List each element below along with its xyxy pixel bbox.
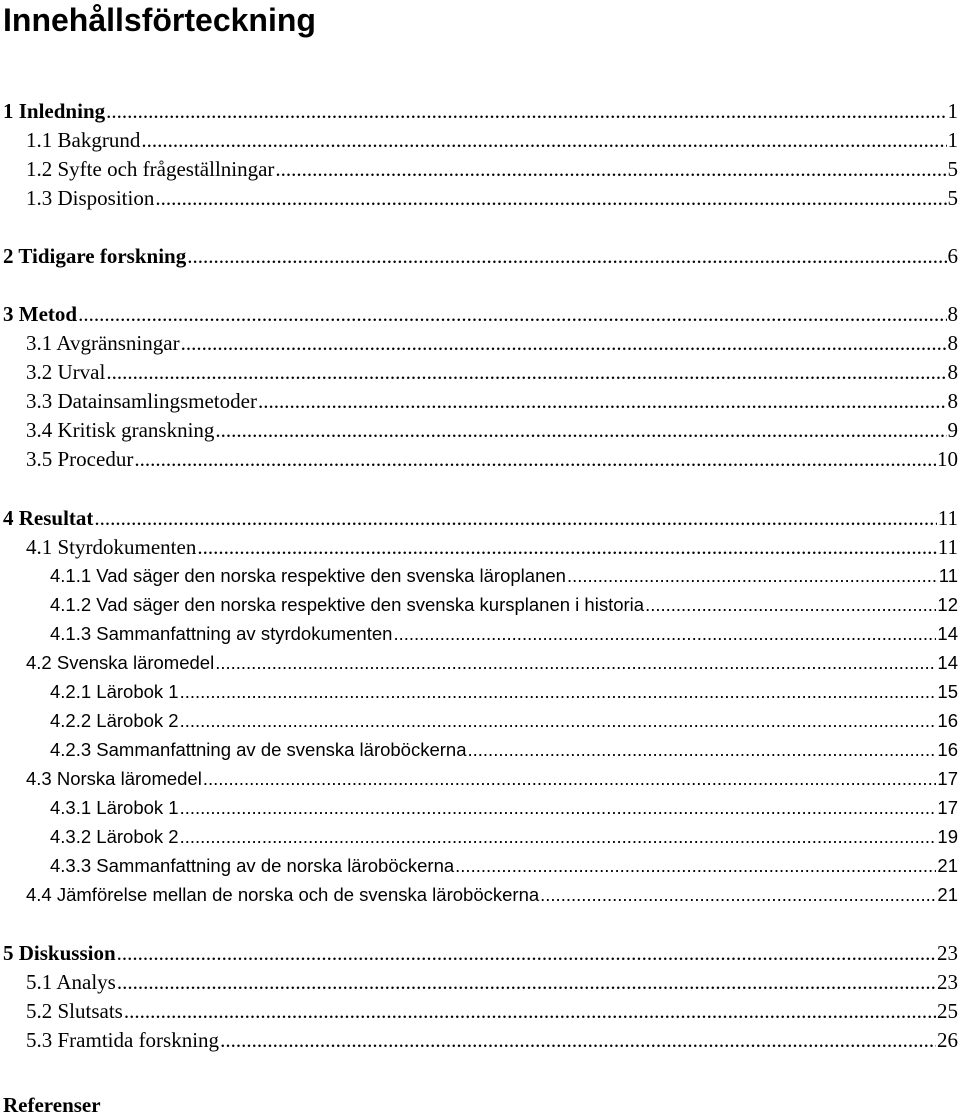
toc-page-number: 8 — [947, 302, 958, 326]
toc-page-number: 14 — [937, 652, 958, 673]
toc-entry-4-4[interactable] — [26, 881, 958, 909]
toc-dot-leader — [180, 794, 937, 822]
toc-dot-leader — [215, 416, 946, 444]
toc-dot-leader — [134, 445, 936, 473]
toc-entry-4-1-1[interactable] — [50, 562, 958, 590]
toc-entry-4-1-2[interactable] — [50, 591, 958, 619]
toc-entry-1-2[interactable] — [26, 155, 958, 183]
toc-page-number: 17 — [937, 797, 958, 818]
page-title: Innehållsförteckning — [3, 2, 316, 38]
toc-entry-4-2-3[interactable] — [50, 736, 958, 764]
toc-dot-leader — [117, 939, 936, 967]
toc-entry-3-4[interactable] — [26, 416, 958, 444]
toc-entry-label: 5.2 Slutsats — [26, 999, 123, 1023]
toc-entry-2[interactable] — [3, 242, 958, 270]
toc-entry-4[interactable] — [3, 504, 958, 532]
toc-entry-4-3-2[interactable] — [50, 823, 958, 851]
toc-entry-4-2-2[interactable] — [50, 707, 958, 735]
toc-entry-label: 4.1 Styrdokumenten — [26, 535, 197, 559]
toc-dot-leader — [94, 504, 936, 532]
toc-dot-leader — [106, 97, 946, 125]
toc-dot-leader — [540, 881, 936, 909]
toc-dot-leader — [117, 968, 936, 996]
toc-page-number: 1 — [947, 99, 958, 123]
toc-entry-label: 5.3 Framtida forskning — [26, 1028, 220, 1052]
toc-entry-label: 3.3 Datainsamlingsmetoder — [26, 389, 257, 413]
toc-entry-5[interactable] — [3, 939, 958, 967]
toc-entry-4-2-1[interactable] — [50, 678, 958, 706]
toc-entry-label: 4.3.1 Lärobok 1 — [50, 797, 179, 818]
toc-entry-label: 3.2 Urval — [26, 360, 106, 384]
toc-dot-leader — [258, 387, 947, 415]
toc-entry-label: 1.1 Bakgrund — [26, 128, 141, 152]
toc-page-number: 21 — [937, 884, 958, 905]
toc-entry-5-3[interactable] — [26, 1026, 958, 1054]
toc-entry-label: 2 Tidigare forskning — [3, 244, 187, 268]
toc-page-number: 26 — [937, 1028, 958, 1052]
toc-dot-leader — [197, 533, 936, 561]
toc-page-number: 21 — [937, 855, 958, 876]
toc-dot-leader — [455, 852, 936, 880]
toc-entry-label: 4.3.3 Sammanfattning av de norska läroböckerna — [50, 855, 455, 876]
toc-entry-label: 1.3 Disposition — [26, 186, 155, 210]
toc-entry-label: 4.1.2 Vad säger den norska respektive den svenska kursplanen i historia — [50, 594, 645, 615]
toc-entry-label: 4.1.1 Vad säger den norska respektive den svenska läroplanen — [50, 565, 566, 586]
toc-entry-1-1[interactable] — [26, 126, 958, 154]
toc-dot-leader — [124, 997, 936, 1025]
toc-page-number: 15 — [937, 681, 958, 702]
toc-entry-label: 1 Inledning — [3, 99, 106, 123]
toc-entry-label: 5 Diskussion — [3, 941, 116, 965]
toc-page-number: 23 — [937, 941, 958, 965]
toc-entry-label: 3 Metod — [3, 302, 78, 326]
toc-dot-leader — [645, 591, 936, 619]
toc-entry-3-2[interactable] — [26, 358, 958, 386]
toc-entry-label: 4.2.3 Sammanfattning av de svenska läroböckerna — [50, 739, 467, 760]
toc-dot-leader — [203, 765, 937, 793]
toc-dot-leader — [275, 155, 946, 183]
toc-page-number: 9 — [947, 418, 958, 442]
toc-entry-label: 4.3 Norska läromedel — [26, 768, 202, 789]
toc-entry-4-3-1[interactable] — [50, 794, 958, 822]
toc-page-number: 16 — [937, 710, 958, 731]
toc-entry-label: 3.1 Avgränsningar — [26, 331, 180, 355]
toc-entry-4-1[interactable] — [26, 533, 958, 561]
toc-page-number: 17 — [937, 768, 958, 789]
toc-page-number: 11 — [938, 565, 958, 586]
toc-entry-5-2[interactable] — [26, 997, 958, 1025]
toc-page-number: 8 — [947, 360, 958, 384]
toc-entry-label: 4.3.2 Lärobok 2 — [50, 826, 179, 847]
toc-dot-leader — [141, 126, 946, 154]
toc-entry-label: 3.4 Kritisk granskning — [26, 418, 215, 442]
toc-entry-3[interactable] — [3, 300, 958, 328]
toc-page-number: 12 — [937, 594, 958, 615]
toc-dot-leader — [180, 823, 937, 851]
toc-page-number: 23 — [937, 970, 958, 994]
toc-page-number: 8 — [947, 389, 958, 413]
toc-entry-3-5[interactable] — [26, 445, 958, 473]
toc-entry-4-1-3[interactable] — [50, 620, 958, 648]
toc-dot-leader — [180, 678, 937, 706]
toc-entry-label: 5.1 Analys — [26, 970, 116, 994]
toc-page-number: 11 — [937, 506, 958, 530]
toc-entry-label: 3.5 Procedur — [26, 447, 134, 471]
toc-page-number: 11 — [937, 535, 958, 559]
toc-page-number: 6 — [947, 244, 958, 268]
toc-page-number: 1 — [947, 128, 958, 152]
toc-page-number: 19 — [937, 826, 958, 847]
toc-entry-1[interactable] — [3, 97, 958, 125]
toc-entry-4-3-3[interactable] — [50, 852, 958, 880]
toc-dot-leader — [155, 184, 946, 212]
toc-entry-label: 4.1.3 Sammanfattning av styrdokumenten — [50, 623, 393, 644]
toc-page-number: 10 — [937, 447, 958, 471]
toc-entry-5-1[interactable] — [26, 968, 958, 996]
toc-dot-leader — [215, 649, 936, 677]
toc-dot-leader — [187, 242, 946, 270]
references-heading[interactable]: Referenser — [3, 1093, 101, 1117]
toc-page-number: 5 — [947, 157, 958, 181]
toc-dot-leader — [78, 300, 946, 328]
toc-entry-1-3[interactable] — [26, 184, 958, 212]
toc-entry-4-3[interactable] — [26, 765, 958, 793]
toc-dot-leader — [106, 358, 946, 386]
toc-page-number: 14 — [937, 623, 958, 644]
toc-page-number: 5 — [947, 186, 958, 210]
toc-entry-4-2[interactable] — [26, 649, 958, 677]
toc-page-number: 8 — [947, 331, 958, 355]
toc-entry-label: 4.4 Jämförelse mellan de norska och de svenska läroböckerna — [26, 884, 540, 905]
toc-entry-label: 1.2 Syfte och frågeställningar — [26, 157, 275, 181]
toc-dot-leader — [567, 562, 938, 590]
toc-entry-label: 4 Resultat — [3, 506, 94, 530]
toc-dot-leader — [468, 736, 937, 764]
toc-dot-leader — [220, 1026, 936, 1054]
toc-entry-3-1[interactable] — [26, 329, 958, 357]
toc-dot-leader — [393, 620, 936, 648]
toc-dot-leader — [180, 707, 937, 735]
toc-dot-leader — [181, 329, 947, 357]
toc-entry-label: 4.2.1 Lärobok 1 — [50, 681, 179, 702]
toc-entry-label: 4.2.2 Lärobok 2 — [50, 710, 179, 731]
toc-entry-label: 4.2 Svenska läromedel — [26, 652, 215, 673]
toc-entry-3-3[interactable] — [26, 387, 958, 415]
toc-page-number: 16 — [937, 739, 958, 760]
toc-page-number: 25 — [937, 999, 958, 1023]
